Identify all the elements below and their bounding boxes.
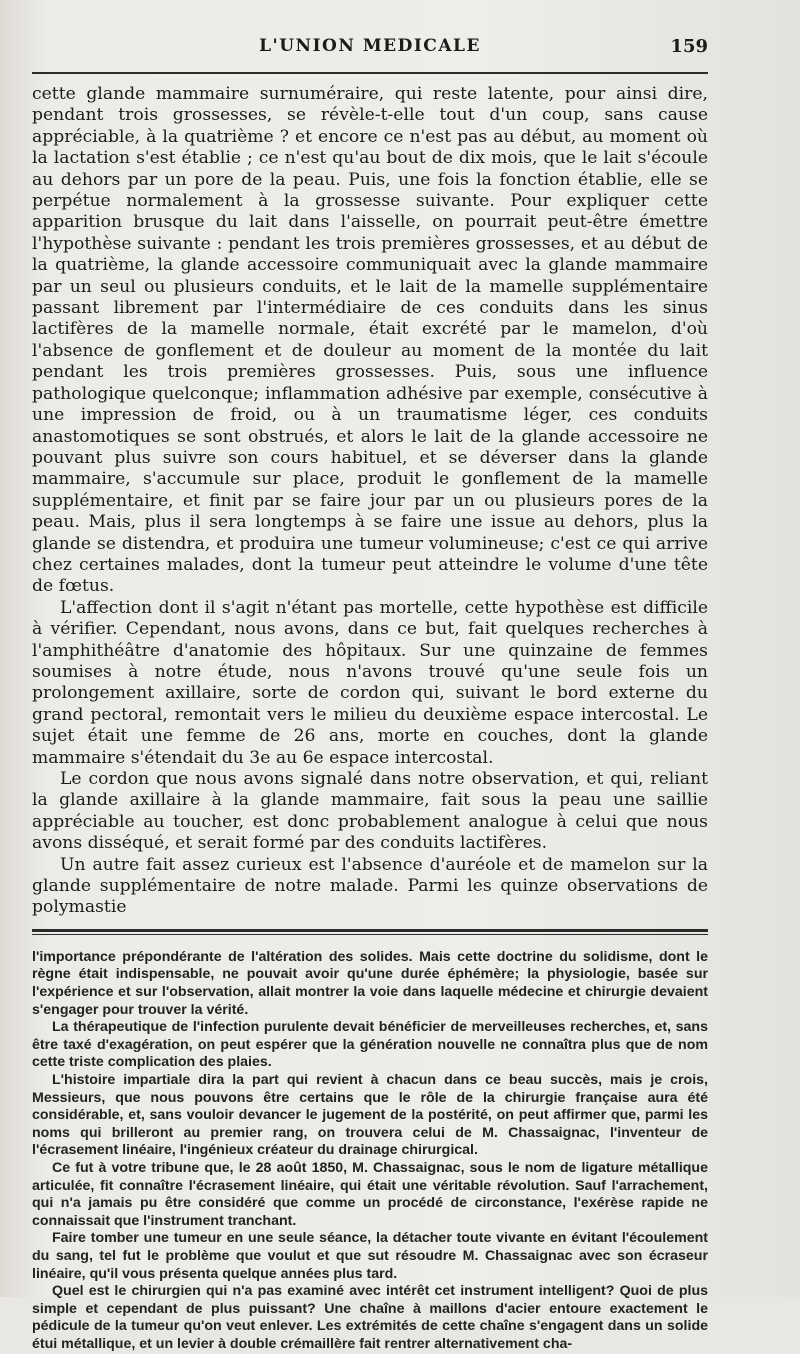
footnotes [32, 949, 708, 1354]
footnote-paragraph: La thérapeutique de l'infection purulente devait bénéficier de merveilleuses recherches, et, sans être taxé d'exagération, on peut espérer que la génération nouvelle ne connaîtra plus que de nom cette triste complication des plaies. [32, 1019, 708, 1071]
running-title: L'UNION MEDICALE [259, 36, 481, 56]
page-header [32, 28, 708, 68]
footnote-paragraph: Ce fut à votre tribune que, le 28 août 1850, M. Chassaignac, sous le nom de ligature métallique articulée, fit connaître l'écrasement linéaire, qui était une véritable révolution. Sauf l'arrachement, qui n'a jamais pu être considéré que comme un procédé de circonstance, l'exérèse rapide ne connaissait que l'instrument tranchant. [32, 1159, 708, 1229]
main-paragraph: Le cordon que nous avons signalé dans notre observation, et qui, reliant la glande axillaire à la glande mammaire, fait sous la peau une saillie appréciable au toucher, est donc probablement analogue à celui que nous avons disséqué, et serait formé par des conduits lactifères. [32, 769, 708, 854]
main-paragraph: Un autre fait assez curieux est l'absence d'auréole et de mamelon sur la glande supplémentaire de notre malade. Parmi les quinze observations de polymastie [32, 854, 708, 918]
main-text [32, 84, 708, 919]
main-paragraph: cette glande mammaire surnuméraire, qui reste latente, pour ainsi dire, pendant trois grossesses, se révèle-t-elle tout d'un coup, sans cause appréciable, à la quatrième ? et encore ce n'est pas au début, au moment où la lactation s'est établie ; ce n'est qu'au bout de dix mois, que le lait s'écoule au dehors par un pore de la peau. Puis, une fois la fonction établie, elle se perpétue normalement à la grossesse suivante. Pour expliquer cette apparition brusque du lait dans l'aisselle, on pourrait peut-être émettre l'hypothèse suivante : pendant les trois premières grossesses, et au début de la quatrième, la glande accessoire communiquait avec la glande mammaire par un seul ou plusieurs conduits, et le lait de la mamelle supplémentaire passant librement par l'intermédiaire de ces conduits dans les sinus lactifères de la mamelle normale, était excrété par le mamelon, d'où l'absence de gonflement et de douleur au moment de la montée du lait pendant les trois premières grossesses. Puis, sous une influence pathologique quelconque; inflammation adhésive par exemple, consécutive à une impression de froid, ou à un traumatisme léger, ces conduits anastomotiques se sont obstrués, et alors le lait de la glande accessoire ne pouvant plus suivre son cours habituel, et se déverser dans la glande mammaire, s'accumule sur place, produit le gonflement de la mamelle supplémentaire, et finit par se faire jour par un ou plusieurs pores de la peau. Mais, plus il sera longtemps à se faire une issue au dehors, plus la glande se distendra, et produira une tumeur volumineuse; c'est ce qui arrive chez certaines malades, dont la tumeur peut atteindre le volume d'une tête de fœtus. [32, 84, 708, 597]
footnote-paragraph: Faire tomber une tumeur en une seule séance, la détacher toute vivante en évitant l'écoulement du sang, tel fut le problème que voulut et que sut résoudre M. Chassaignac avec son écraseur linéaire, qu'il vous présenta quelque années plus tard. [32, 1230, 708, 1282]
footnote-paragraph: L'histoire impartiale dira la part qui revient à chacun dans ce beau succès, mais je crois, Messieurs, que nous pouvons être certains que le rôle de la chirurgie française aura été considérable, et, sans vouloir devancer le jugement de la postérité, on peut affirmer que, parmi les noms qui brilleront au premier rang, on trouvera celui de M. Chassaignac, l'inventeur de l'écrasement linéaire, l'ingénieux créateur du drainage chirurgical. [32, 1072, 708, 1159]
footnote-paragraph: Quel est le chirurgien qui n'a pas examiné avec intérêt cet instrument intelligent? Quoi de plus simple et cependant de plus puissant? Une chaîne à maillons d'acier entoure exactement le pédicule de la tumeur qu'on veut enlever. Les extrémités de cette chaîne s'engagent dans un solide étui métallique, et un levier à double crémaillère fait rentrer alternativement cha- [32, 1283, 708, 1352]
footnote-separator [32, 929, 708, 935]
main-paragraph: L'affection dont il s'agit n'étant pas mortelle, cette hypothèse est difficile à vérifier. Cependant, nous avons, dans ce but, fait quelques recherches à l'amphithéâtre d'anatomie des hôpitaux. Sur une quinzaine de femmes soumises à notre étude, nous n'avons trouvé qu'une seule fois un prolongement axillaire, sorte de cordon qui, suivant le bord externe du grand pectoral, remontait vers le milieu du deuxième espace intercostal. Le sujet était une femme de 26 ans, morte en couches, dont la glande mammaire s'étendait du 3e au 6e espace intercostal. [32, 597, 708, 768]
footnote-paragraph: l'importance prépondérante de l'altération des solides. Mais cette doctrine du solidisme, dont le règne était indispensable, ne pouvait avoir qu'une durée éphémère; la physiologie, basée sur l'expérience et sur l'observation, allait montrer la voie dans laquelle médecine et chirurgie devaient s'engager pour trouver la vérité. [32, 948, 708, 1018]
page-number: 159 [670, 36, 708, 57]
header-rule [32, 72, 708, 74]
